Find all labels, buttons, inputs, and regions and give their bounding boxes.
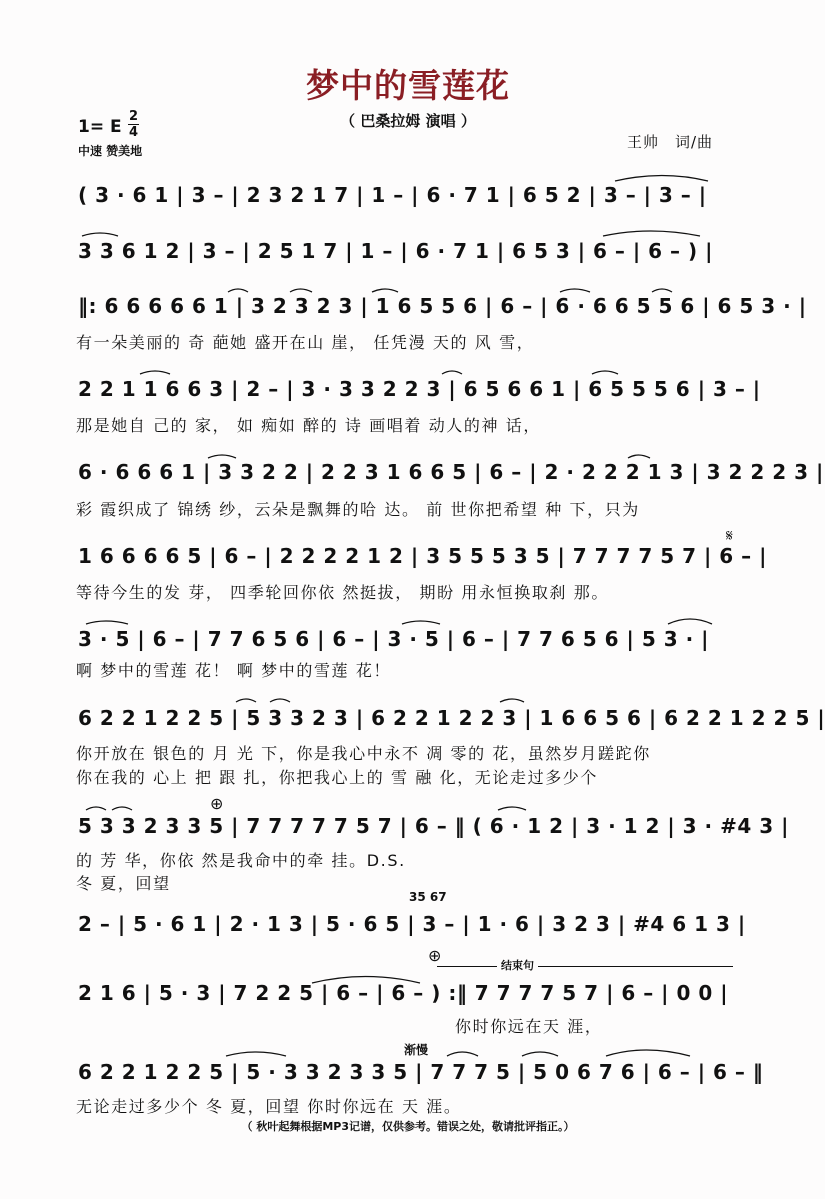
slur <box>140 371 170 374</box>
slur <box>86 807 106 810</box>
notation-line-4: 2 2 1 1 6 6 3 | 2 – | 3 · 3 3 2 2 3 | 6 5 6 6 1 | 6 5 5 5 6 | 3 – | <box>78 377 761 401</box>
slur <box>270 699 290 702</box>
lyric-line-3: 有一朵美丽的 奇 葩她 盛开在山 崖， 任凭漫 天的 风 雪， <box>76 333 535 352</box>
lyricist-composer: 王帅 词/曲 <box>627 133 714 151</box>
tempo-slowing-mark: 渐慢 <box>404 1043 429 1057</box>
slur <box>606 1050 690 1056</box>
time-denominator: 4 <box>128 125 139 140</box>
slur <box>500 699 524 702</box>
slur <box>86 621 128 624</box>
lyric-line-9a: 的 芳 华，你依 然是我命中的牵 挂。D.S. <box>76 851 406 870</box>
lyric-line-8b: 你在我的 心上 把 跟 扎，你把我心上的 雪 融 化，无论走过多少个 <box>76 768 599 787</box>
ending-bracket-line <box>437 966 733 967</box>
song-title: 梦中的雪莲花 <box>306 66 510 105</box>
ending-label: 结束句 <box>497 957 538 973</box>
slur <box>603 231 700 236</box>
slur <box>208 455 236 458</box>
notation-line-3: ‖: 6 6 6 6 6 1 | 3 2 3 2 3 | 1 6 5 5 6 | 6 – | 6 · 6 6 5 5 6 | 6 5 3 · | <box>78 294 807 318</box>
lyric-line-5: 彩 霞织成了 锦绣 纱，云朵是飘舞的哈 达。 前 世你把希望 种 下，只为 <box>76 500 640 519</box>
notation-line-2: 3 3 6 1 2 | 3 – | 2 5 1 7 | 1 – | 6 · 7 1 | 6 5 3 | 6 – | 6 – ) | <box>78 239 713 263</box>
coda-icon-2: ⊕ <box>210 794 224 813</box>
notation-line-10: 2 – | 5 · 6 1 | 2 · 1 3 | 5 · 6 5 | 3 – | 1 · 6 | 3 2 3 | #4 6 1 3 | <box>78 912 746 936</box>
slur <box>522 1052 558 1056</box>
slur <box>442 371 462 374</box>
slur <box>236 699 256 702</box>
slur <box>402 621 440 624</box>
segno-icon: 𝄋 <box>726 526 733 545</box>
lyric-line-6: 等待今生的发 芽， 四季轮回你依 然挺拔， 期盼 用永恒换取刹 那。 <box>76 583 609 602</box>
notation-line-11: 2 1 6 | 5 · 3 | 7 2 2 5 | 6 – | 6 – ) :‖ 7 7 7 7 5 7 | 6 – | 0 0 | <box>78 981 729 1005</box>
key-signature: 1= E <box>78 117 122 137</box>
notation-line-5: 6 · 6 6 6 1 | 3 3 2 2 | 2 2 3 1 6 6 5 | 6 – | 2 · 2 2 2 1 3 | 3 2 2 2 3 | <box>78 460 824 484</box>
tempo-marking: 中速 赞美地 <box>78 144 143 158</box>
notation-line-12: 6 2 2 1 2 2 5 | 5 · 3 3 2 3 3 5 | 7 7 7 5 | 5 0 6 7 6 | 6 – | 6 – ‖ <box>78 1060 764 1084</box>
lyric-line-7: 啊 梦中的雪莲 花！ 啊 梦中的雪莲 花！ <box>76 661 392 680</box>
upper-voice-notes: 35 67 <box>409 890 447 904</box>
slur <box>615 176 708 182</box>
slur <box>592 371 618 374</box>
notation-line-9: 5 3 3 2 3 3 5 | 7 7 7 7 7 5 7 | 6 – ‖ ( 6 · 1 2 | 3 · 1 2 | 3 · #4 3 | <box>78 814 789 838</box>
lyric-line-8a: 你开放在 银色的 月 光 下，你是我心中永不 凋 零的 花，虽然岁月蹉跎你 <box>76 744 651 763</box>
performer-credit: （ 巴桑拉姆 演唱 ） <box>340 112 476 130</box>
notation-line-6: 1 6 6 6 6 5 | 6 – | 2 2 2 2 1 2 | 3 5 5 5 3 5 | 7 7 7 7 5 7 | 6 – | <box>78 544 767 568</box>
lyric-line-11: 你时你远在天 涯， <box>455 1017 603 1036</box>
slur <box>447 1052 478 1056</box>
slur <box>112 807 132 810</box>
lyric-line-9b: 冬 夏，回望 <box>76 874 171 893</box>
notation-line-1: ( 3 · 6 1 | 3 – | 2 3 2 1 7 | 1 – | 6 · 7 1 | 6 5 2 | 3 – | 3 – | <box>78 183 707 207</box>
slur <box>82 233 118 236</box>
slur <box>560 289 590 292</box>
slur <box>226 1052 286 1056</box>
slur <box>372 289 398 292</box>
lyric-line-12: 无论走过多少个 冬 夏，回望 你时你远在 天 涯。 <box>76 1097 462 1116</box>
time-signature <box>128 110 139 139</box>
footnote: （ 秋叶起舞根据MP3记谱，仅供参考。错误之处，敬请批评指正。） <box>241 1120 575 1133</box>
slur <box>628 455 650 458</box>
slur <box>228 289 248 292</box>
time-numerator: 2 <box>128 109 139 124</box>
notation-line-8: 6 2 2 1 2 2 5 | 5 3 3 2 3 | 6 2 2 1 2 2 3 | 1 6 6 5 6 | 6 2 2 1 2 2 5 | <box>78 706 825 730</box>
notation-line-7: 3 · 5 | 6 – | 7 7 6 5 6 | 6 – | 3 · 5 | 6 – | 7 7 6 5 6 | 5 3 · | <box>78 627 709 651</box>
lyric-line-4: 那是她自 己的 家， 如 痴如 醉的 诗 画唱着 动人的神 话， <box>76 416 541 435</box>
coda-icon: ⊕ <box>428 946 442 965</box>
slur <box>668 619 712 624</box>
slur <box>652 289 672 292</box>
slur <box>498 807 526 810</box>
slur <box>290 289 312 292</box>
